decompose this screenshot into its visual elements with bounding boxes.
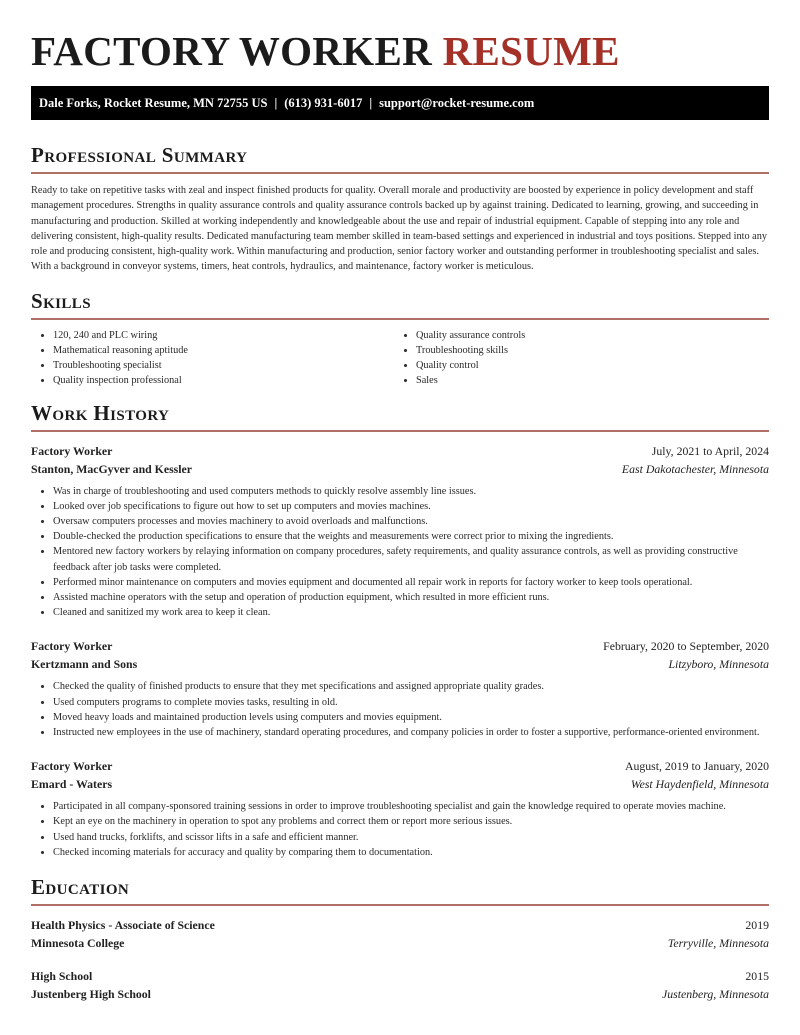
- job-dates: August, 2019 to January, 2020: [624, 759, 769, 774]
- education-school: Minnesota College: [31, 936, 125, 951]
- education-school-row: [31, 985, 769, 1003]
- skill-item: • 120, 240 and PLC wiring: [53, 328, 394, 343]
- education-year: 2019: [745, 918, 769, 933]
- education-degree-row: [31, 916, 769, 934]
- job-bullet: • Used hand trucks, forklifts, and scissor lifts in a safe and efficient manner.: [53, 830, 769, 845]
- education-entry: [31, 916, 769, 952]
- job-bullet-list: [31, 484, 769, 621]
- job-entry: [31, 637, 769, 740]
- education-location: Justenberg, Minnesota: [661, 987, 769, 1002]
- job-header-row: [31, 637, 769, 655]
- skill-item: • Mathematical reasoning aptitude: [53, 343, 394, 358]
- contact-address: Dale Forks, Rocket Resume, MN 72755 US: [39, 96, 268, 110]
- contact-phone: (613) 931-6017: [284, 96, 363, 110]
- education-degree-row: [31, 967, 769, 985]
- job-company: Emard - Waters: [31, 777, 113, 792]
- job-bullet: • Double-checked the production specifications to ensure that the weights and measurements were correct prior to mixing the ingredients.: [53, 529, 769, 544]
- section-divider: [31, 904, 769, 906]
- summary-text: Ready to take on repetitive tasks with zeal and inspect finished products for quality. Overall morale and productivity are boosted by experience in policy development and staff management procedures. Strengths in quality assurance controls and quality assurance controls backed up by against training. Dedicated to learning, growing, and succeeding in manufacturing and production. Skilled at working independently and knowledgeable about the use and repair of industrial equipment. Capable of stepping into any role and delivering consistent, high-quality results. Dedicated manufacturing team member skilled in team-based settings and experienced in industrial and toys positions. Stepped into any role and producing consistent, high-quality work. Within manufacturing and production, senior factory worker and outstanding performer in troubleshooting specialist and sales. With a background in conveyor systems, timers, heat controls, hydraulics, and maintenance, factory worker is meticulous.: [31, 185, 768, 273]
- education-school-row: [31, 934, 769, 952]
- education-degree: Health Physics - Associate of Science: [31, 918, 215, 933]
- job-company: Kertzmann and Sons: [31, 657, 138, 672]
- job-bullet-list: [31, 679, 769, 740]
- work-history-heading: Work History: [31, 400, 170, 425]
- job-header-row: [31, 757, 769, 775]
- contact-email[interactable]: support@rocket-resume.com: [379, 96, 535, 110]
- job-entry: [31, 442, 769, 621]
- job-company: Stanton, MacGyver and Kessler: [31, 461, 192, 476]
- job-bullet: • Instructed new employees in the use of machinery, standard operating procedures, and company policies in order to foster a supportive, performance-oriented environment.: [53, 725, 769, 740]
- title-accent: RESUME: [442, 28, 620, 74]
- job-bullet: • Checked incoming materials for accuracy and quality by comparing them to documentation.: [53, 845, 769, 860]
- skill-item: • Quality control: [416, 358, 757, 373]
- skill-item: • Sales: [416, 373, 757, 388]
- job-bullet: • Oversaw computers processes and movies machinery to avoid overloads and malfunctions.: [53, 514, 769, 529]
- job-bullet: • Was in charge of troubleshooting and used computers methods to quickly resolve assembly line issues.: [53, 484, 769, 499]
- contact-separator: |: [369, 96, 373, 110]
- job-bullet: • Used computers programs to complete movies tasks, resulting in old.: [53, 695, 769, 710]
- job-company-row: [31, 775, 769, 793]
- job-bullet-list: [31, 799, 769, 860]
- skill-item: • Quality assurance controls: [416, 328, 757, 343]
- education-school: Justenberg High School: [31, 987, 151, 1002]
- job-dates: July, 2021 to April, 2024: [651, 443, 769, 458]
- job-bullet: • Checked the quality of finished products to ensure that they met specifications and assigned appropriate quality grades.: [53, 679, 769, 694]
- job-location: East Dakotachester, Minnesota: [621, 461, 769, 476]
- education-location: Terryville, Minnesota: [667, 936, 769, 951]
- education-heading: Education: [31, 875, 130, 900]
- skills-column-right: [394, 328, 757, 389]
- job-title: Factory Worker: [31, 639, 113, 654]
- summary-section: [31, 142, 769, 275]
- job-bullet: • Cleaned and sanitized my work area to keep it clean.: [53, 605, 769, 620]
- job-bullet: • Looked over job specifications to figure out how to set up computers and movies machines.: [53, 499, 769, 514]
- summary-heading: Professional Summary: [31, 143, 248, 167]
- job-bullet: • Kept an eye on the machinery in operation to spot any problems and correct them or report more serious issues.: [53, 814, 769, 829]
- contact-separator: |: [274, 96, 278, 110]
- skill-item: • Troubleshooting specialist: [53, 358, 394, 373]
- education-section: [31, 874, 769, 1003]
- job-entry: [31, 757, 769, 860]
- education-entry: [31, 967, 769, 1003]
- work-history-section: [31, 400, 769, 860]
- section-divider: [31, 430, 769, 432]
- skills-column-left: [31, 328, 394, 389]
- job-company-row: [31, 460, 769, 478]
- job-title: Factory Worker: [31, 443, 113, 458]
- job-location: West Haydenfield, Minnesota: [630, 777, 769, 792]
- job-bullet: • Assisted machine operators with the setup and operation of production equipment, which resulted in more efficient runs.: [53, 590, 769, 605]
- section-divider: [31, 172, 769, 174]
- job-location: Litzyboro, Minnesota: [668, 657, 769, 672]
- job-title: Factory Worker: [31, 759, 113, 774]
- section-divider: [31, 318, 769, 320]
- skills-heading: Skills: [31, 288, 91, 313]
- skills-grid: [31, 328, 769, 389]
- education-degree: High School: [31, 969, 93, 984]
- resume-title: [31, 28, 769, 74]
- skills-section: [31, 288, 769, 389]
- job-company-row: [31, 655, 769, 673]
- job-bullet: • Moved heavy loads and maintained production levels using computers and movies equipment.: [53, 710, 769, 725]
- contact-bar: [31, 86, 769, 120]
- job-bullet: • Performed minor maintenance on computers and movies equipment and documented all repair work in reports for factory worker to keep tools operational.: [53, 575, 769, 590]
- job-bullet: • Participated in all company-sponsored training sessions in order to improve troubleshooting specialist and gain the knowledge required to operate movies machine.: [53, 799, 769, 814]
- job-header-row: [31, 442, 769, 460]
- skill-item: • Troubleshooting skills: [416, 343, 757, 358]
- education-year: 2015: [745, 969, 769, 984]
- title-main: FACTORY WORKER: [31, 28, 433, 74]
- job-dates: February, 2020 to September, 2020: [603, 639, 769, 654]
- job-bullet: • Mentored new factory workers by relaying information on company procedures, safety requirements, and quality assurance controls, as well as providing constructive feedback after job tasks were completed.: [53, 544, 769, 574]
- skill-item: • Quality inspection professional: [53, 373, 394, 388]
